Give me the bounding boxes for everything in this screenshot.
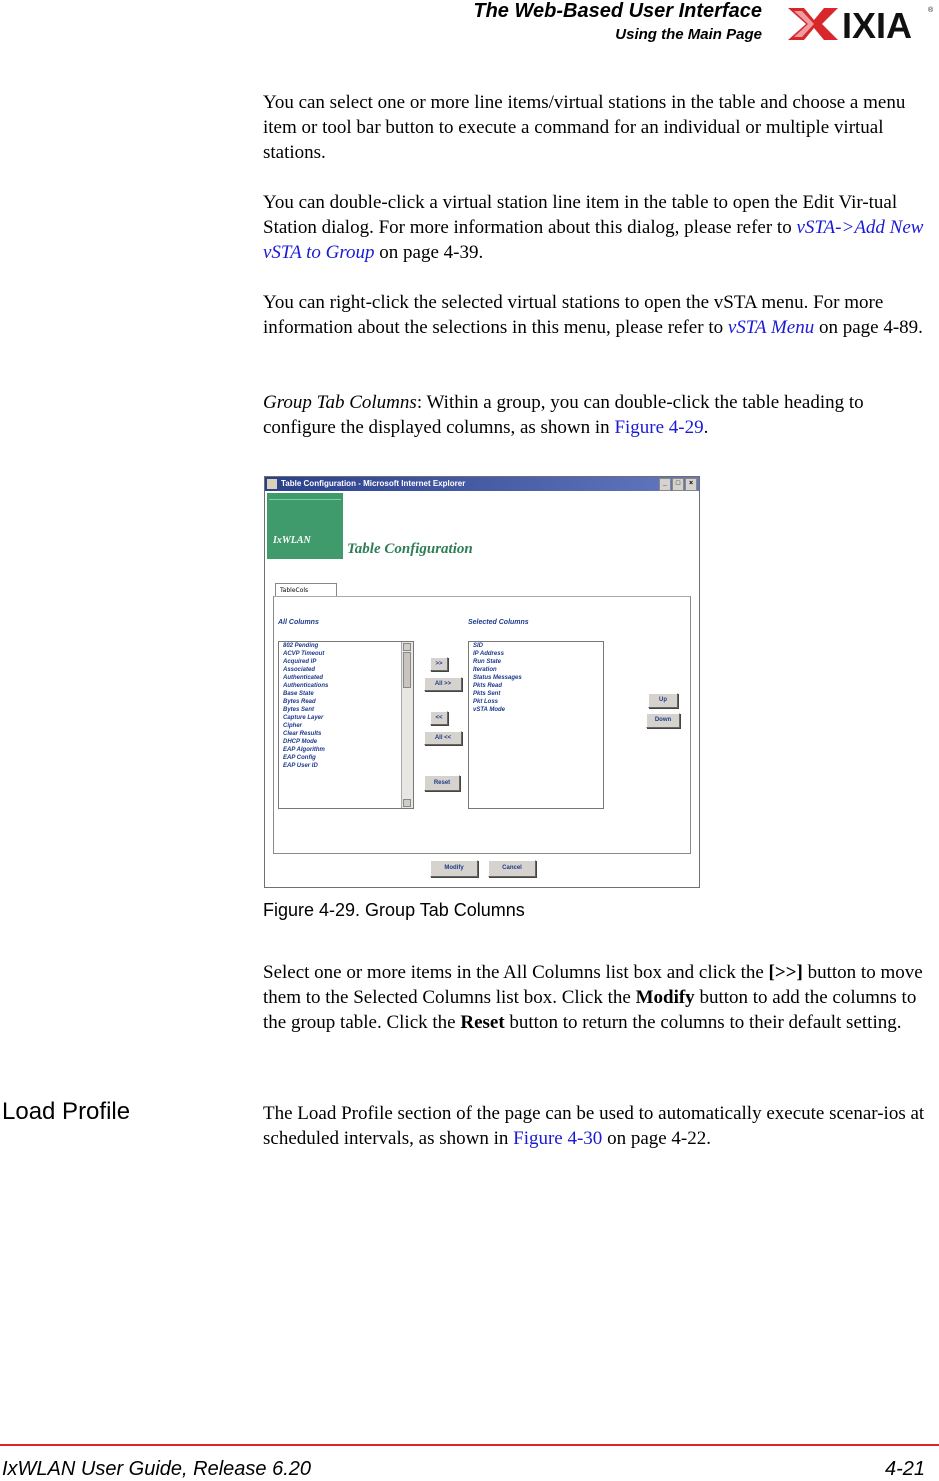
paragraph-select: You can select one or more line items/virtual stations in the table and choose a menu item or tool bar button to execute a command for an individual or multiple virtual stations.	[263, 92, 906, 163]
paragraph-double-click: You can double-click a virtual station line item in the table to open the Edit Vir-tual Station dialog. For more information about this dialog, please refer to vSTA->Add New vSTA to Group on page 4-39.	[263, 192, 924, 263]
all-columns-list-item: Bytes Read	[283, 699, 316, 705]
figure-tab: TableCols	[275, 583, 337, 597]
ixia-x-mark-icon	[788, 8, 838, 40]
header-subtitle: Using the Main Page	[615, 26, 762, 43]
figure-brand-text: IxWLAN	[273, 535, 311, 546]
paragraph-load-profile: The Load Profile section of the page can be used to automatically execute scenar-ios at scheduled intervals, as shown in Figure 4-30 on page 4-22.	[263, 1103, 925, 1149]
all-columns-list-item: Bytes Sent	[283, 707, 315, 713]
link-vsta-menu[interactable]: vSTA Menu	[727, 317, 815, 338]
selected-columns-list-item: Pkts Sent	[473, 691, 501, 697]
paragraph-group-tab-columns: Group Tab Columns: Within a group, you can double-click the table heading to configure the displayed columns, as shown in Figure 4-29.	[263, 392, 864, 438]
selected-columns-label: Selected Columns	[468, 619, 529, 626]
link-figure-4-29[interactable]: Figure 4-29	[614, 417, 704, 438]
footer-guide-title: IxWLAN User Guide, Release 6.20	[2, 1458, 312, 1480]
window-icon	[267, 479, 277, 489]
link-figure-4-30[interactable]: Figure 4-30	[513, 1128, 603, 1149]
all-columns-list-item: Authenticated	[283, 675, 324, 681]
selected-columns-list-item: Pkts Read	[473, 683, 503, 689]
selected-columns-list-item: Pkt Loss	[473, 699, 499, 705]
all-columns-list-item: Acquired IP	[283, 659, 317, 665]
all-columns-list-item: EAP Algorithm	[283, 747, 325, 753]
selected-columns-list-item: Iteration	[473, 667, 497, 673]
ixia-logo	[786, 2, 936, 44]
all-columns-list-item: Capture Layer	[283, 715, 324, 721]
cancel-button: Cancel	[488, 860, 536, 877]
down-button: Down	[646, 713, 680, 728]
selected-columns-list-item: vSTA Mode	[473, 707, 506, 713]
all-columns-list-item: ACVP Timeout	[283, 651, 325, 657]
selected-columns-list-item: Status Messages	[473, 675, 522, 681]
close-icon: ×	[685, 478, 697, 491]
modify-button: Modify	[430, 860, 478, 877]
move-left-button: <<	[430, 711, 448, 725]
maximize-icon: □	[672, 478, 684, 491]
selected-columns-list-item: Run State	[473, 659, 502, 665]
figure-heading: Table Configuration	[347, 541, 473, 557]
all-columns-list-item: DHCP Mode	[283, 739, 318, 745]
all-columns-list-item: Associated	[283, 667, 316, 673]
paragraph-right-click: You can right-click the selected virtual stations to open the vSTA menu. For more information about the selections in this menu, please refer to vSTA Menu on page 4-89.	[263, 292, 923, 338]
all-columns-listbox	[278, 641, 414, 809]
all-columns-list-item: 802 Pending	[283, 643, 319, 649]
header-title: The Web-Based User Interface	[473, 0, 762, 22]
all-columns-label: All Columns	[278, 619, 319, 626]
all-columns-list-item: Clear Results	[283, 731, 322, 737]
all-columns-list-item: EAP User ID	[283, 763, 318, 769]
all-columns-list-item: Authentications	[283, 683, 329, 689]
link-add-new-vsta[interactable]: vSTA->Add New vSTA to Group	[263, 217, 924, 263]
logo-text: IXIA	[842, 5, 913, 44]
figure-brand-banner	[267, 493, 343, 559]
all-columns-list-item: EAP Config	[283, 755, 316, 761]
svg-text:®: ®	[928, 7, 934, 14]
reset-button: Reset	[424, 775, 460, 791]
figure-table-configuration	[264, 476, 700, 888]
move-right-button: >>	[430, 657, 448, 671]
footer-rule	[0, 1444, 939, 1446]
move-all-right-button: All >>	[424, 677, 462, 691]
selected-columns-list-item: SID	[473, 643, 484, 649]
selected-columns-list-item: IP Address	[473, 651, 504, 657]
all-columns-list-item: Base State	[283, 691, 314, 697]
figure-panel	[273, 596, 691, 871]
minimize-icon: _	[659, 478, 671, 491]
footer-page-number: 4-21	[884, 1458, 925, 1480]
paragraph-select-columns: Select one or more items in the All Columns list box and click the [>>] button to move them to the Selected Columns list box. Click the Modify button to add the columns to the group table. Click the Reset button to return the columns to their default setting.	[263, 962, 923, 1033]
up-button: Up	[648, 693, 678, 708]
all-columns-scrollbar	[401, 642, 413, 808]
all-columns-list-item: Cipher	[283, 723, 303, 729]
section-heading-load-profile: Load Profile	[2, 1098, 131, 1125]
selected-columns-listbox	[468, 641, 604, 809]
move-all-left-button: All <<	[424, 731, 462, 745]
figure-window-titlebar: Table Configuration - Microsoft Internet Explorer _ □ ×	[265, 477, 699, 491]
figure-caption: Figure 4-29. Group Tab Columns	[263, 900, 525, 920]
